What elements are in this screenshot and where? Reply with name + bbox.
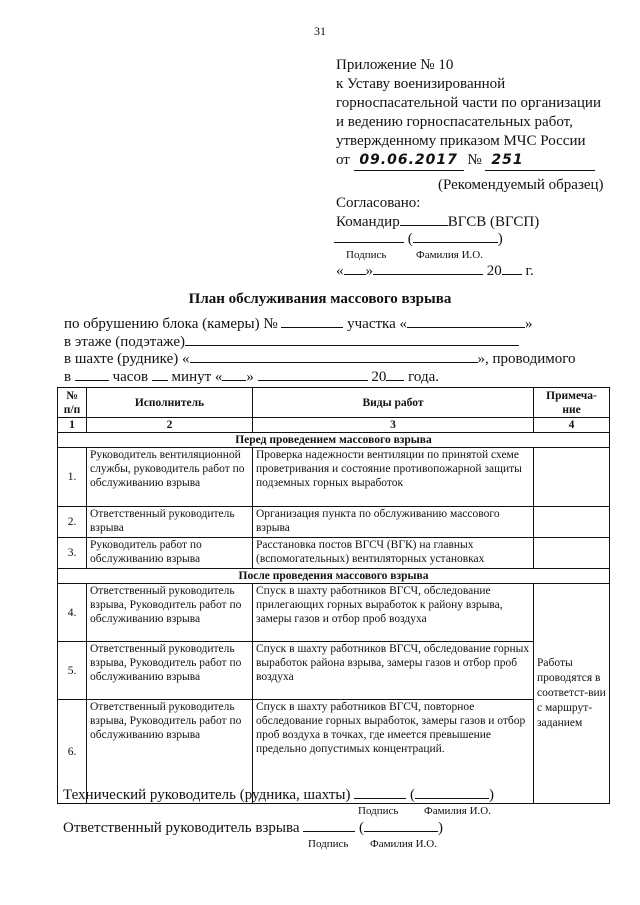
header-num: № п/п [58, 388, 87, 418]
plan-title: План обслуживания массового взрыва [188, 291, 452, 307]
tech-head-podpis-caption: Подпись [358, 805, 399, 817]
header-work: Виды работ [253, 388, 534, 418]
appendix-line-3: горноспасательной части по организации [336, 95, 601, 111]
approval-label: Согласовано: [336, 195, 421, 211]
appendix-block [336, 56, 601, 171]
table-row: 1. Руководитель вентиляционной службы, руководитель работ по обслуживанию взрыва Проверка надежности вентиляции по принятой схеме проветривания и состояние противопожарной защиты подземных горных выработок [58, 448, 610, 507]
header-note: Примеча- ние [534, 388, 610, 418]
approval-signature-line: ( ) [334, 231, 503, 248]
header-executor: Исполнитель [87, 388, 253, 418]
intro-line-2: в этаже (подэтаже) [64, 334, 519, 351]
order-date-line: от 09.06.2017 № 251 [336, 151, 601, 171]
approval-date-line: « » 20 г. [336, 263, 534, 279]
appendix-line-2: к Уставу военизированной [336, 76, 506, 92]
recommended-sample: (Рекомендуемый образец) [438, 177, 604, 193]
approval-podpis-caption: Подпись [346, 249, 387, 261]
table-row: 3. Руководитель работ по обслуживанию взрыва Расстановка постов ВГСЧ (ВГК) на главных (вспомогательных) вентиляторных установках [58, 538, 610, 569]
appendix-line-1: Приложение № 10 [336, 57, 454, 73]
resp-head-podpis-caption: Подпись [308, 838, 349, 850]
tech-head-fio-caption: Фамилия И.О. [424, 805, 491, 817]
approval-fio-caption: Фамилия И.О. [416, 249, 483, 261]
section-before-blast: Перед проведением массового взрыва [58, 433, 610, 448]
order-date: 09.06.2017 [354, 151, 464, 171]
page-number: 31 [314, 24, 326, 38]
table-row: 2. Ответственный руководитель взрыва Организация пункта по обслуживанию массового взрыва [58, 507, 610, 538]
table-row: 6. Ответственный руководитель взрыва, Руководитель работ по обслуживанию взрыва Спуск в шахту работников ВГСЧ, повторное обследование горных выработок, замеры газов и отбор проб воздуха в точках, где имеется превышение предельно допустимых концентраций. [58, 700, 610, 804]
appendix-line-5: утвержденному приказом МЧС России [336, 133, 586, 149]
table-row: 4. Ответственный руководитель взрыва, Руководитель работ по обслуживанию взрыва Спуск в шахту работников ВГСЧ, обследование прилегающих горных выработок к району взрыва, замеры газов и отбор проб воздуха Работы проводятся в соответст-вии с маршрут-заданием [58, 584, 610, 642]
appendix-line-4: и ведению горноспасательных работ, [336, 114, 573, 130]
table-header-row [58, 388, 610, 418]
intro-line-1: по обрушению блока (камеры) № участка « » [64, 316, 533, 332]
table-col-number-row: 1 2 3 4 [58, 418, 610, 433]
resp-head-signature-line: Ответственный руководитель взрыва ( ) [63, 820, 444, 836]
tech-head-signature-line: Технический руководитель (рудника, шахты) ( ) [63, 787, 494, 803]
after-blast-note: Работы проводятся в соответст-вии с маршрут-заданием [534, 584, 610, 804]
section-after-blast: После проведения массового взрыва [58, 569, 610, 584]
commander-line: Командир ВГСВ (ВГСП) [336, 214, 540, 230]
table-row: 5. Ответственный руководитель взрыва, Руководитель работ по обслуживанию взрыва Спуск в шахту работников ВГСЧ, обследование горных выработок района взрыва, замеры газов и отбор проб воздуха [58, 642, 610, 700]
intro-line-4: в часов минут « » 20 года. [64, 369, 440, 385]
order-number: 251 [485, 151, 595, 171]
intro-line-3: в шахте (руднике) « », проводимого [64, 351, 576, 367]
resp-head-fio-caption: Фамилия И.О. [370, 838, 437, 850]
service-plan-table [57, 387, 610, 804]
